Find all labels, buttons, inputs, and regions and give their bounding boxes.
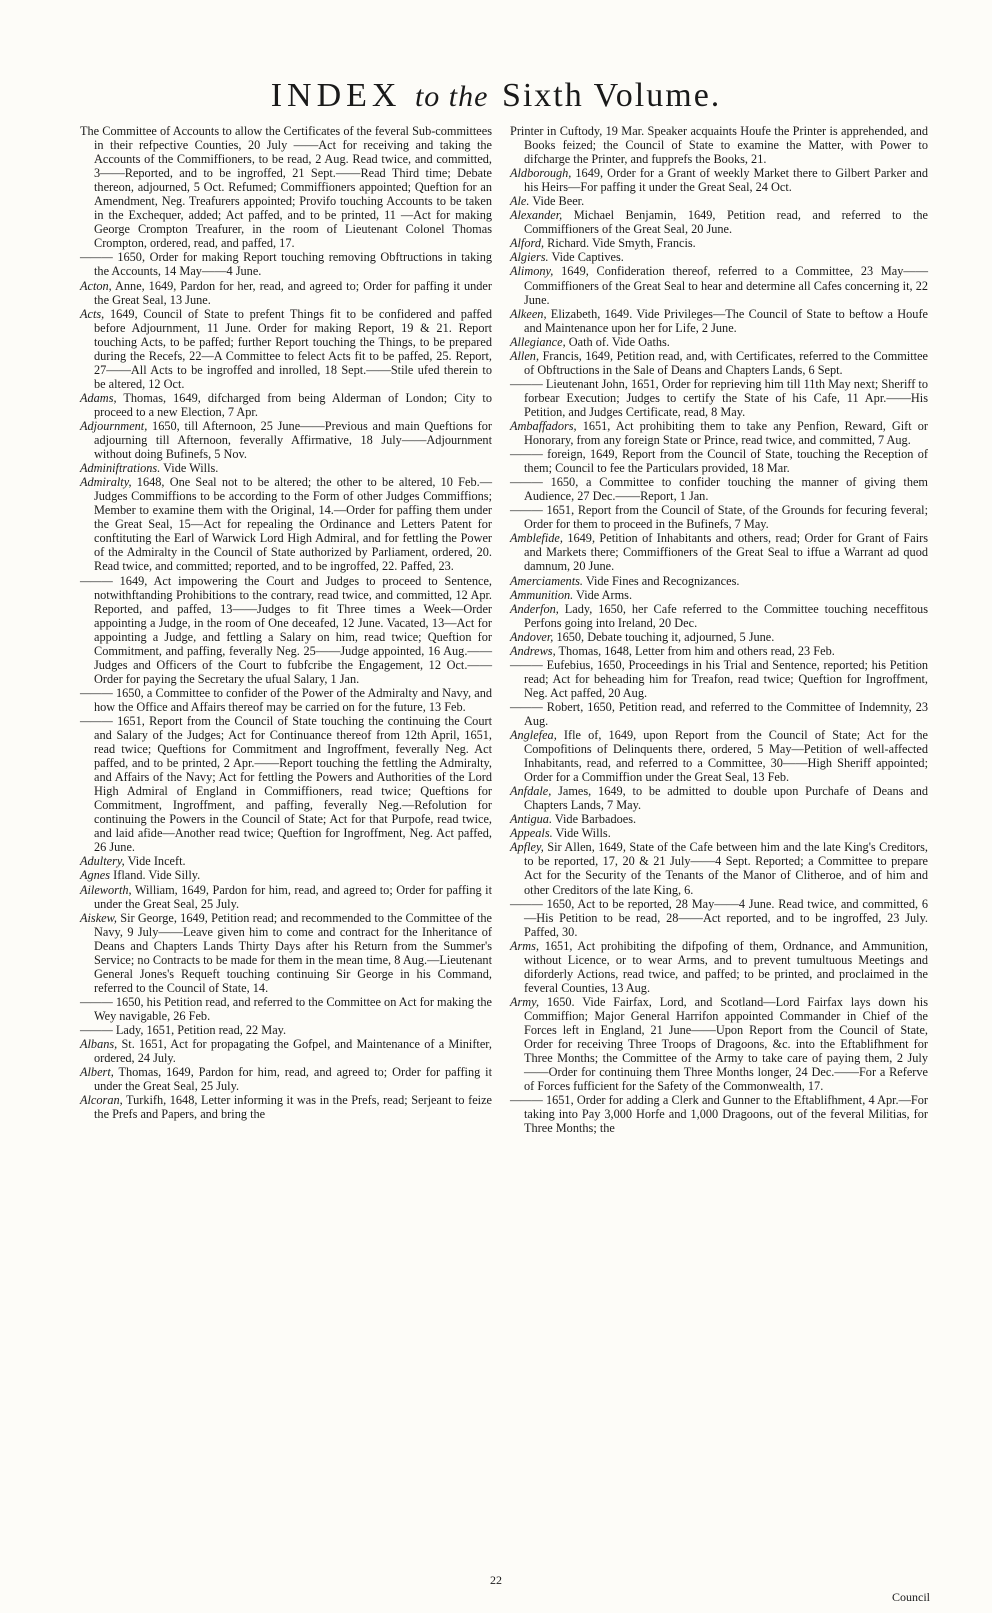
index-entry xyxy=(510,419,928,447)
entry-heading: Appeals. xyxy=(510,826,553,841)
index-entry xyxy=(510,447,928,475)
title-mid: to the xyxy=(414,80,489,113)
entry-heading: Ale. xyxy=(510,194,530,209)
entry-text: Sir Allen, 1649, State of the Cafe between him and the late King's Creditors, to be reported, 17, 20 & 21 July——4 Sept. Reported; a Committee to prepare Act for the Security of the Tenants of the Manor of Clitheroe, and of him and other Creditors of the late King, 6. xyxy=(524,840,928,897)
entry-text: Printer in Cuftody, 19 Mar. Speaker acquaints Houfe the Printer is apprehended, and Books feized; the Council of State to examine the Matter, with Power to difcharge the Printer, and fupprefs the Books, 21. xyxy=(510,124,928,167)
entry-text: 1649, Act impowering the Court and Judges to proceed to Sentence, notwithftanding Prohibitions to the contrary, read twice, and committed, 12 Apr. Reported, and paffed, 13——Judges to fit Three times a Week—Order appointing a Judge, in the room of One deceafed, 12 June. Vacated, 13—Act for appointing a Judge, and fettling a Salary on him, read twice; Queftion for Commitment, and paffing, feverally Neg. 25——Judge appointed, 16 Aug.——Judges and Officers of the Court to fubfcribe the Engagement, 12 Oct.——Order for paying the Secretary the ufual Salary, 1 Jan. xyxy=(94,573,492,686)
entry-text: 1648, One Seal not to be altered; the other to be altered, 10 Feb.—Judges Commiffions to be according to the Form of other Judges Commiffions; Member to examine them with the Original, 14.—Order for paffing them under the Great Seal, 15—Act for repealing the Ordinance and Letters Patent for conftituting the Earl of Warwick Lord High Admiral, and for fettling the Power of the Admiralty in the Council of State authorized by Parliament, ordered, 20. Read twice, and committed; reported, and to be ingroffed, 22. Paffed, 23. xyxy=(94,475,492,574)
entry-heading: ——— xyxy=(510,475,543,490)
entry-text: 1650, Debate touching it, adjourned, 5 June. xyxy=(553,629,775,644)
entry-text: Thomas, 1648, Letter from him and others read, 23 Feb. xyxy=(555,643,835,658)
entry-heading: Alexander, xyxy=(510,208,563,223)
index-entry xyxy=(80,868,492,882)
entry-heading: Ambaffadors, xyxy=(510,418,577,433)
page-signature: 22 xyxy=(490,1573,502,1587)
entry-text: Vide Wills. xyxy=(552,826,611,841)
index-entry xyxy=(80,391,492,419)
index-entry xyxy=(80,854,492,868)
entry-text: 1649, Order for a Grant of weekly Market there to Gilbert Parker and his Heirs—For paffing it under the Great Seal, 24 Oct. xyxy=(524,166,928,195)
index-entry xyxy=(510,995,928,1093)
entry-text: Thomas, 1649, Pardon for him, read, and agreed to; Order for paffing it under the Great Seal, 25 July. xyxy=(94,1065,492,1094)
entry-text: 1651, Act prohibiting the difpofing of them, Ordnance, and Ammunition, without Licence, or to wear Arms, and to prevent tumultuous Meetings and diforderly Actions, read twice, and paffed; to be printed, and proclaimed in the feveral Counties, 13 Aug. xyxy=(524,938,928,995)
index-entry xyxy=(510,307,928,335)
entry-heading: ——— xyxy=(80,713,113,728)
entry-text: Ifland. Vide Silly. xyxy=(110,868,201,883)
entry-text: Ifle of, 1649, upon Report from the Council of State; Act for the Compofitions of Delinquents there, ordered, 5 May—Petition of well-affected Inhabitants, read, and referred to a Committee, 30——High Sheriff appointed; Order for a Commiffion under the Great Seal, 13 Feb. xyxy=(524,728,928,785)
entry-heading: Allegiance, xyxy=(510,334,566,349)
entry-text: 1650, Order for making Report touching removing Obftructions in taking the Accounts, 14 May——4 June. xyxy=(94,250,492,279)
entry-text: Vide Wills. xyxy=(160,461,219,476)
index-entry xyxy=(80,686,492,714)
entry-heading: Andrews, xyxy=(510,643,556,658)
index-entry xyxy=(80,1023,492,1037)
index-entry xyxy=(510,658,928,700)
index-entry xyxy=(80,419,492,461)
index-entry xyxy=(510,377,928,419)
entry-heading: Acton, xyxy=(80,278,112,293)
entry-text: Francis, 1649, Petition read, and, with Certificates, referred to the Committee of Obftructions in the Sale of Deans and Chapters Lands, 6 Sept. xyxy=(524,348,928,377)
entry-text: James, 1649, to be admitted to double upon Purchafe of Deans and Chapters Lands, 7 May. xyxy=(524,784,928,813)
entry-heading: Alimony, xyxy=(510,264,554,279)
entry-text: Vide Captives. xyxy=(548,250,624,265)
index-entry xyxy=(510,939,928,995)
index-entry xyxy=(510,264,928,306)
index-entry xyxy=(80,461,492,475)
entry-heading: ——— xyxy=(510,1093,543,1108)
index-entry xyxy=(80,1065,492,1093)
entry-heading: Antigua. xyxy=(510,812,553,827)
entry-heading: Amblefide, xyxy=(510,531,563,546)
index-entry xyxy=(510,630,928,644)
index-entry xyxy=(510,728,928,784)
index-entry xyxy=(80,911,492,995)
index-entry xyxy=(80,279,492,307)
entry-heading: ——— xyxy=(80,994,113,1009)
entry-heading: Aldborough, xyxy=(510,166,572,181)
entry-text: Vide Inceft. xyxy=(124,854,186,869)
entry-text: Richard. Vide Smyth, Francis. xyxy=(544,236,696,251)
entry-text: 1649, Petition of Inhabitants and others, read; Order for Grant of Fairs and Markets there; Commiffioners of the Great Seal to iffue a Warrant ad quod damnum, 20 June. xyxy=(524,531,928,574)
entry-text: 1650. Vide Fairfax, Lord, and Scotland—Lord Fairfax lays down his Commiffion; Major General Harrifon appointed Commander in Chief of the Forces left in England, 21 June——Upon Report from the Council of State, Order for receiving Three Troops of Dragoons, &c. into the Eftablifhment for Three Months; the Committee of the Army to take care of paying them, 2 July——Order for continuing them Three Months longer, 24 Dec.——For a Referve of Forces fufficient for the Safety of the Commonwealth, 17. xyxy=(524,994,928,1094)
entry-heading: ——— xyxy=(510,657,543,672)
entry-text: 1649, Confideration thereof, referred to a Committee, 23 May——Commiffioners of the Great Seal to hear and determine all Cafes concerning it, 22 June. xyxy=(524,264,928,307)
entry-text: 1650, Act to be reported, 28 May——4 June. Read twice, and committed, 6—His Petition to be read, 28——Act reported, and to be ingroffed, 23 July. Paffed, 30. xyxy=(524,896,928,939)
entry-heading: Anglefea, xyxy=(510,728,557,743)
index-entry xyxy=(510,250,928,264)
index-entry xyxy=(510,840,928,896)
entry-heading: Aileworth, xyxy=(80,882,132,897)
entry-text: The Committee of Accounts to allow the Certificates of the feveral Sub-committees in their refpective Counties, 20 July ——Act for receiving and taking the Accounts of the Commiffioners, to be read, 2 Aug. Read twice, and committed, 3——Reported, and to be ingroffed, 21 Sept.——Read Third time; Debate thereon, adjourned, 5 Oct. Refumed; Commiffioners appointed; Queftion for an Amendment, Neg. Treafurers appointed; Provifo touching Accounts to be taken in the Exchequer, added; Act paffed, and to be printed, 11 —Act for making George Crompton Treafurer, in the room of Lieutenant Colonel Thomas Crompton, ordered, read, and paffed, 17. xyxy=(80,124,492,251)
index-entry xyxy=(510,194,928,208)
entry-heading: Apfley, xyxy=(510,840,544,855)
entry-heading: Acts, xyxy=(80,306,105,321)
entry-heading: ——— xyxy=(80,250,113,265)
index-entry xyxy=(510,812,928,826)
index-entry xyxy=(80,475,492,573)
entry-text: 1650, his Petition read, and referred to the Committee on Act for making the Wey navigable, 26 Feb. xyxy=(94,994,492,1023)
entry-heading: Adjournment, xyxy=(80,418,148,433)
entry-heading: Albans, xyxy=(80,1037,118,1052)
entry-heading: Alcoran, xyxy=(80,1093,123,1108)
index-entry xyxy=(510,574,928,588)
index-entry xyxy=(80,307,492,391)
index-column-left xyxy=(80,124,492,1121)
index-entry xyxy=(510,700,928,728)
entry-heading: Allen, xyxy=(510,348,540,363)
index-entry xyxy=(510,475,928,503)
index-column-right xyxy=(510,124,928,1135)
entry-heading: Adminiftrations. xyxy=(80,461,161,476)
entry-heading: Anfdale, xyxy=(510,784,552,799)
index-entry xyxy=(510,236,928,250)
index-entry xyxy=(80,1093,492,1121)
entry-text: Vide Beer. xyxy=(529,194,585,209)
entry-heading: Agnes xyxy=(80,868,111,883)
entry-text: Vide Fines and Recognizances. xyxy=(582,573,740,588)
index-entry xyxy=(510,644,928,658)
index-entry xyxy=(510,826,928,840)
index-entry xyxy=(510,335,928,349)
entry-heading: Algiers. xyxy=(510,250,549,265)
entry-heading: Alford, xyxy=(510,236,545,251)
entry-text: Thomas, 1649, difcharged from being Alderman of London; City to proceed to a new Election, 7 Apr. xyxy=(94,390,492,419)
entry-text: Vide Barbadoes. xyxy=(552,812,637,827)
entry-text: 1649, Council of State to prefent Things fit to be confidered and paffed before Adjournment, 11 June. Order for making Report, 19 & 21. Report touching Acts, to be paffed; further Report touching the Things, to be prepared during the Recefs, 22—A Committee to felect Acts fit to be paffed, 25. Report, 27——All Acts to be ingroffed and inrolled, 18 Sept.——Stile ufed therein to be altered, 12 Oct. xyxy=(94,306,492,391)
entry-text: William, 1649, Pardon for him, read, and agreed to; Order for paffing it under the Great Seal, 25 July. xyxy=(94,882,492,911)
entry-heading: ——— xyxy=(80,1023,113,1037)
entry-heading: ——— xyxy=(80,685,113,700)
entry-text: 1650, a Committee to confider of the Power of the Admiralty and Navy, and how the Office and Affairs thereof may be carried on for the future, 13 Feb. xyxy=(94,685,492,714)
index-entry xyxy=(510,503,928,531)
entry-heading: Admiralty, xyxy=(80,475,132,490)
entry-heading: Anderfon, xyxy=(510,601,559,616)
entry-text: 1651, Report from the Council of State touching the continuing the Court and Salary of the Judges; Act for Continuance thereof from 12th April, 1651, read twice; Queftions for Commitment and Ingroffment, feverally Neg. Act paffed, and to be printed, 2 Apr.——Report touching the fettling the Admiralty, and Affairs of the Navy; Act for fettling the Powers and Authorities of the Lord High Admiral of England in Commiffioners, read twice; Queftions for Commitment, Ingroffment, and paffing, feverally Neg.—Refolution for continuing the Powers in the Council of State; Act for that Purpofe, read twice, and laid afide—Another read twice; Queftion for Ingroffment, Neg. Act paffed, 26 June. xyxy=(94,713,492,855)
index-entry xyxy=(510,124,928,166)
entry-text: 1650, a Committee to confider touching the manner of giving them Audience, 27 Dec.——Report, 1 Jan. xyxy=(524,475,928,504)
entry-heading: ——— xyxy=(510,699,543,714)
entry-heading: Adultery, xyxy=(80,854,125,869)
entry-text: foreign, 1649, Report from the Council of State, touching the Reception of them; Council to fee the Particulars provided, 18 Mar. xyxy=(524,447,928,476)
entry-heading: ——— xyxy=(510,896,543,911)
entry-heading: Ammunition. xyxy=(510,587,574,602)
entry-text: 1650, till Afternoon, 25 June——Previous and main Queftions for adjourning till Afternoon, feverally Affirmative, 18 July——Adjournment without doing Bufinefs, 5 Nov. xyxy=(94,418,492,462)
entry-heading: Aiskew, xyxy=(80,910,117,925)
entry-heading: ——— xyxy=(510,503,543,518)
index-entry xyxy=(80,1037,492,1065)
entry-text: Lady, 1650, her Cafe referred to the Committee touching neceffitous Perfons going into Ireland, 20 Dec. xyxy=(524,601,928,630)
entry-text: Lieutenant John, 1651, Order for reprieving him till 11th May next; Sheriff to forbear Execution; Judges to certify the State of his Cafe, 11 Apr.——His Petition, and Judges Certificate, read, 8 May. xyxy=(524,376,928,419)
index-entry xyxy=(510,349,928,377)
entry-text: Michael Benjamin, 1649, Petition read, and referred to the Commiffioners of the Great Seal, 20 June. xyxy=(524,208,928,237)
index-entry xyxy=(80,995,492,1023)
entry-text: Sir George, 1649, Petition read; and recommended to the Committee of the Navy, 9 July——Leave given him to come and contract for the Inheritance of Deans and Chapters Lands Thirty Days after his Return from the Summer's Service; no Contracts to be made for them in the mean time, 8 Aug.—Lieutenant General Jones's Requeft touching continuing Sir George in his Command, referred to the Council of State, 14. xyxy=(94,910,492,995)
index-entry xyxy=(510,208,928,236)
entry-text: 1651, Act prohibiting them to take any Penfion, Reward, Gift or Honorary, from any foreign State or Prince, read twice, and committed, 7 Aug. xyxy=(524,418,928,448)
index-entry xyxy=(510,897,928,939)
index-entry xyxy=(80,250,492,278)
index-entry xyxy=(510,166,928,194)
entry-heading: Army, xyxy=(510,994,540,1009)
index-entry xyxy=(80,124,492,250)
title-end: Sixth Volume. xyxy=(501,77,722,114)
entry-heading: Adams, xyxy=(80,390,117,405)
index-entry xyxy=(510,531,928,573)
entry-text: Lady, 1651, Petition read, 22 May. xyxy=(112,1023,287,1037)
entry-heading: ——— xyxy=(80,573,113,588)
entry-text: Elizabeth, 1649. Vide Privileges—The Council of State to beftow a Houfe and Maintenance upon her for Life, 2 June. xyxy=(524,306,928,335)
entry-heading: Arms, xyxy=(510,938,540,953)
entry-text: Vide Arms. xyxy=(573,587,633,602)
entry-heading: ——— xyxy=(510,376,543,391)
title-main: INDEX xyxy=(270,77,402,114)
index-entry xyxy=(80,574,492,686)
entry-text: St. 1651, Act for propagating the Gofpel, and Maintenance of a Minifter, ordered, 24 July. xyxy=(94,1037,492,1066)
entry-text: Oath of. Vide Oaths. xyxy=(565,334,670,349)
entry-text: Turkifh, 1648, Letter informing it was in the Prefs, read; Serjeant to feize the Prefs and Papers, and bring the xyxy=(94,1093,492,1122)
entry-heading: Albert, xyxy=(80,1065,114,1080)
entry-text: Robert, 1650, Petition read, and referred to the Committee of Indemnity, 23 Aug. xyxy=(524,699,928,728)
entry-text: 1651, Order for adding a Clerk and Gunner to the Eftablifhment, 4 Apr.—For taking into Pay 3,000 Horfe and 1,000 Dragoons, out of the feveral Militias, for Three Months; the xyxy=(524,1093,928,1136)
entry-heading: ——— xyxy=(510,447,543,462)
entry-text: Eufebius, 1650, Proceedings in his Trial and Sentence, reported; his Petition read; Act for beheading him for Treafon, read twice; Queftion for Ingroffment, Neg. Act paffed, 20 Aug. xyxy=(524,657,928,700)
index-entry xyxy=(80,883,492,911)
index-entry xyxy=(510,784,928,812)
catchword: Council xyxy=(892,1590,930,1604)
index-entry xyxy=(510,588,928,602)
entry-text: Anne, 1649, Pardon for her, read, and agreed to; Order for paffing it under the Great Seal, 13 June. xyxy=(94,278,492,307)
entry-text: 1651, Report from the Council of State, of the Grounds for fecuring feveral; Order for them to proceed in the Bufinefs, 7 May. xyxy=(524,503,928,532)
index-entry xyxy=(80,714,492,854)
entry-heading: Amerciaments. xyxy=(510,573,583,588)
entry-heading: Andover, xyxy=(510,629,554,644)
page-title xyxy=(0,76,992,117)
index-entry xyxy=(510,1093,928,1135)
index-entry xyxy=(510,602,928,630)
entry-heading: Alkeen, xyxy=(510,306,547,321)
